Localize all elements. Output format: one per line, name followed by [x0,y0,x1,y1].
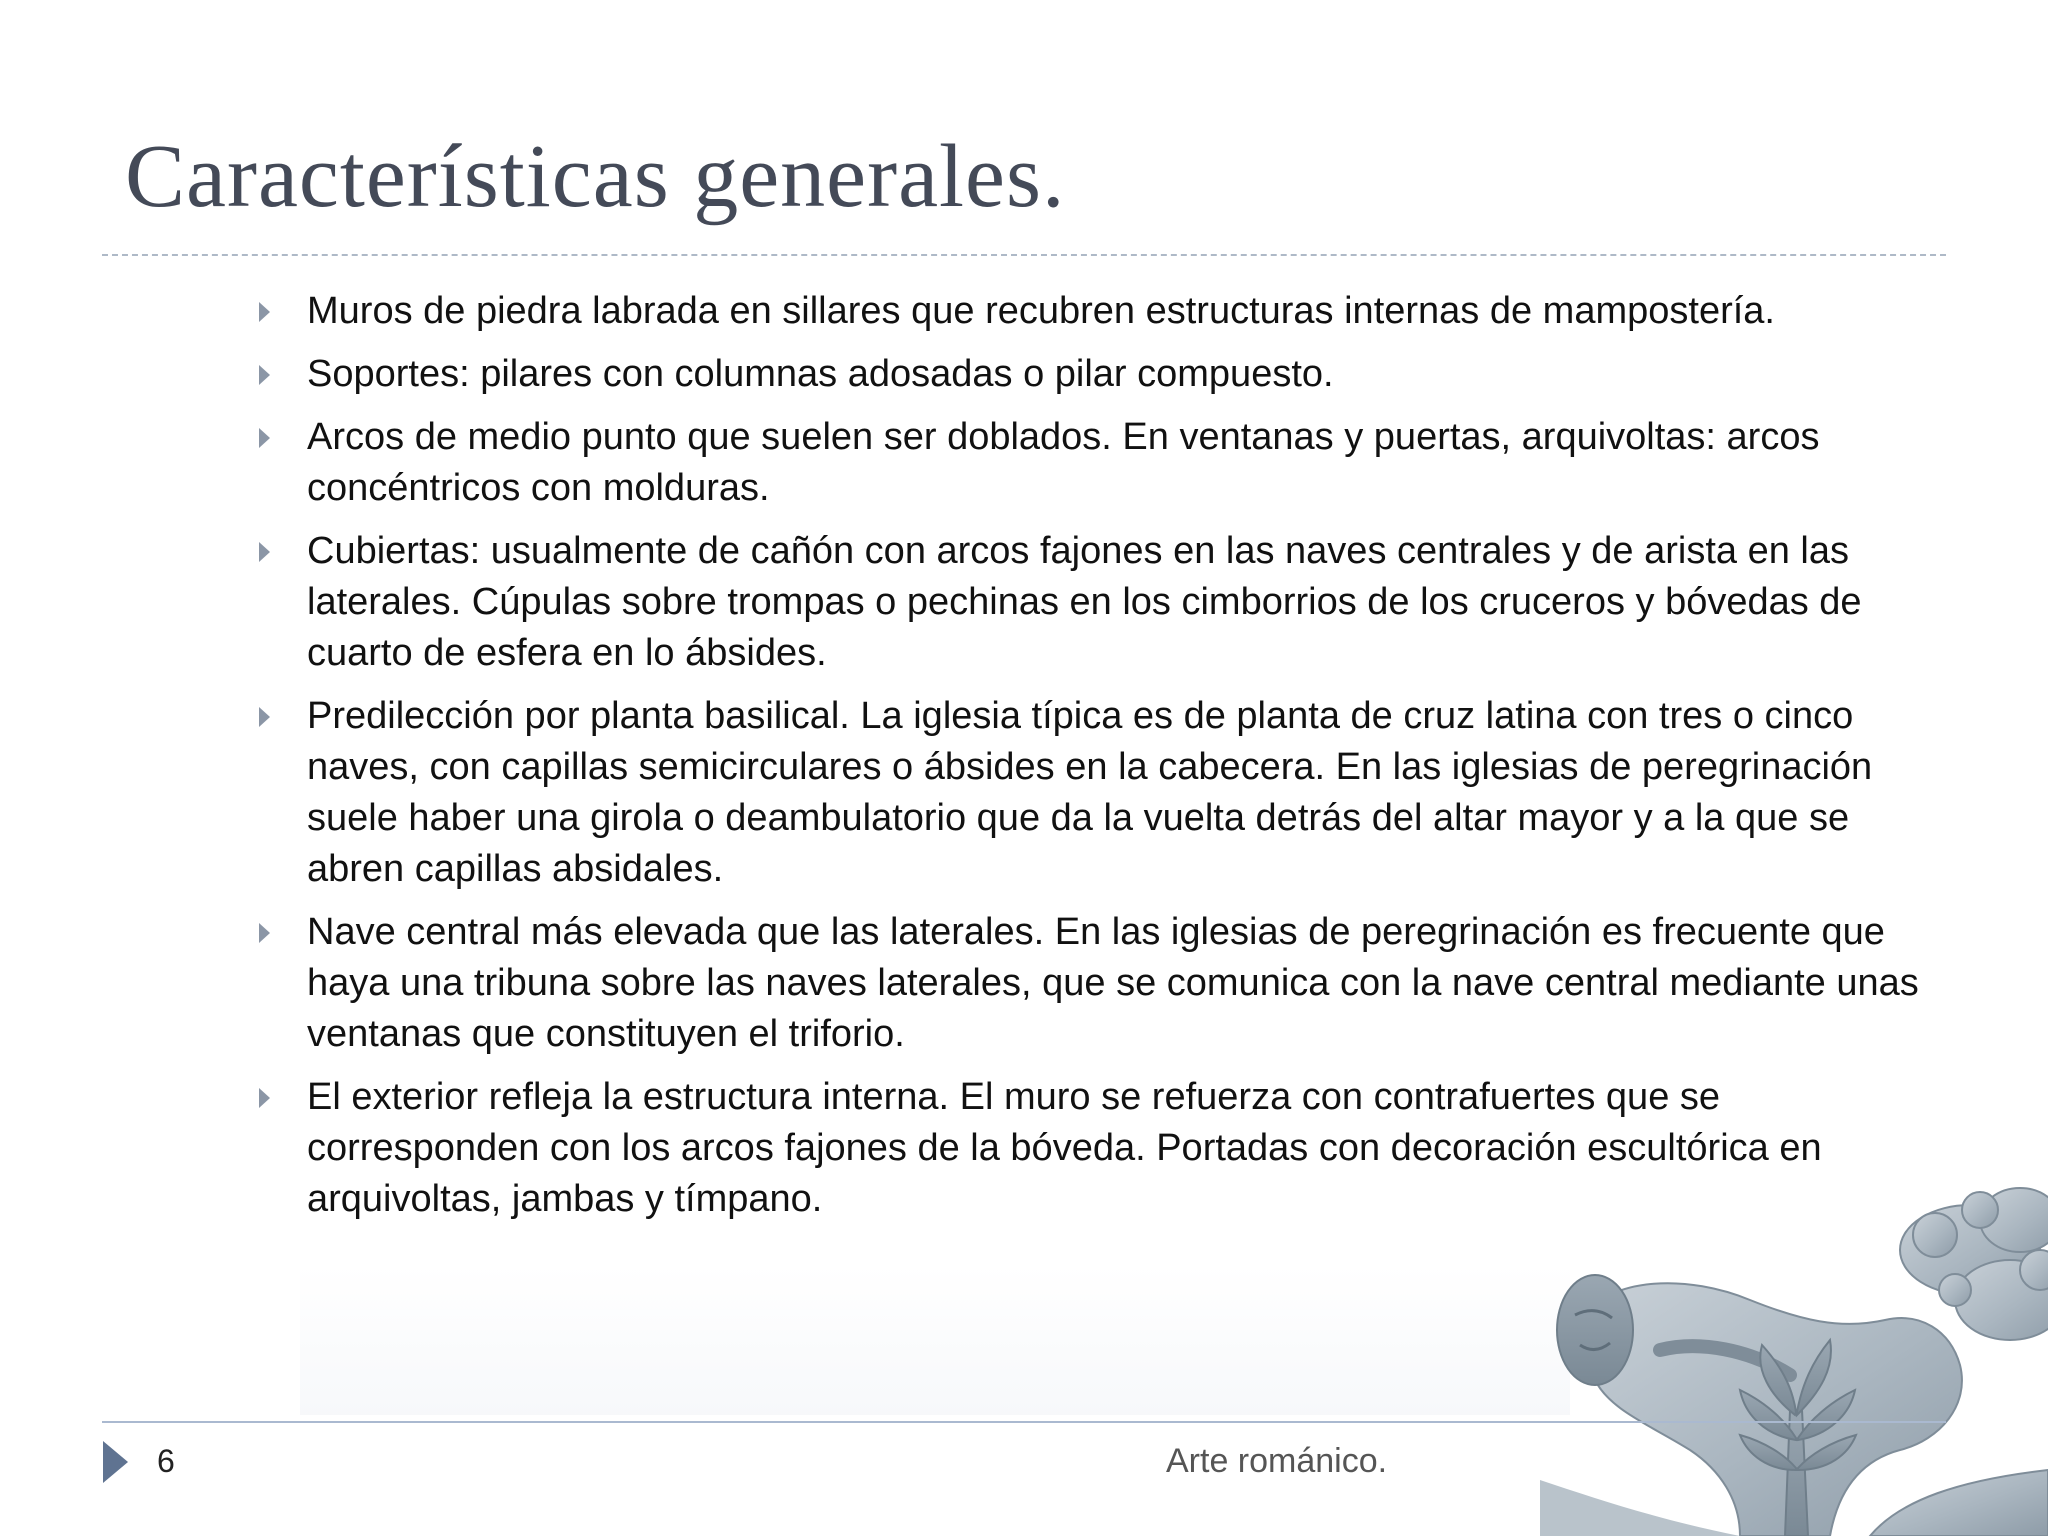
bullet-item [255,349,1935,400]
bullet-text: Arcos de medio punto que suelen ser doblados. En ventanas y puertas, arquivoltas: arcos concéntricos con molduras. [307,416,1820,509]
bullet-item [255,907,1935,1060]
bullet-text: Cubiertas: usualmente de cañón con arcos fajones en las naves centrales y de arista en las laterales. Cúpulas sobre trompas o pechinas en los cimborrios de los cruceros y bóvedas de cuarto de esfera en lo ábsides. [307,530,1862,674]
footer-divider [102,1421,1946,1423]
bullet-arrow-icon [259,302,270,322]
footer-arrow-icon [103,1441,128,1483]
romanesque-sculpture-image [1540,1180,2048,1536]
bullet-arrow-icon [259,542,270,562]
bullet-text: Muros de piedra labrada en sillares que recubren estructuras internas de mampostería. [307,290,1775,332]
bullet-item [255,526,1935,679]
bullet-text: El exterior refleja la estructura interna. El muro se refuerza con contrafuertes que se corresponden con los arcos fajones de la bóveda. Portadas con decoración escultórica en arquivoltas, jambas y tímpano. [307,1076,1822,1220]
carved-head [1557,1275,1633,1385]
footer-text: Arte románico. [1166,1442,1388,1480]
bullet-arrow-icon [259,365,270,385]
bullet-arrow-icon [259,1088,270,1108]
bullet-item [255,691,1935,895]
bullet-item [255,286,1935,337]
bullet-list [255,286,1935,1237]
foliage-carving [1900,1188,2048,1340]
bullet-arrow-icon [259,428,270,448]
bullet-text: Soportes: pilares con columnas adosadas o pilar compuesto. [307,353,1334,395]
slide-number: 6 [157,1443,175,1479]
content-background-panel [300,1265,1570,1415]
title-divider [102,254,1946,256]
bullet-item [255,412,1935,514]
slide-title: Características generales. [125,127,1066,226]
bullet-arrow-icon [259,707,270,727]
bullet-text: Predilección por planta basilical. La iglesia típica es de planta de cruz latina con tres o cinco naves, con capillas semicirculares o ábsides en la cabecera. En las iglesias de peregrinación suele haber una girola o deambulatorio que da la vuelta detrás del altar mayor y a la que se abren capillas absidales. [307,695,1873,890]
bullet-text: Nave central más elevada que las laterales. En las iglesias de peregrinación es frecuente que haya una tribuna sobre las naves laterales, que se comunica con la nave central mediante unas ventanas que constituyen el triforio. [307,911,1919,1055]
bullet-arrow-icon [259,923,270,943]
